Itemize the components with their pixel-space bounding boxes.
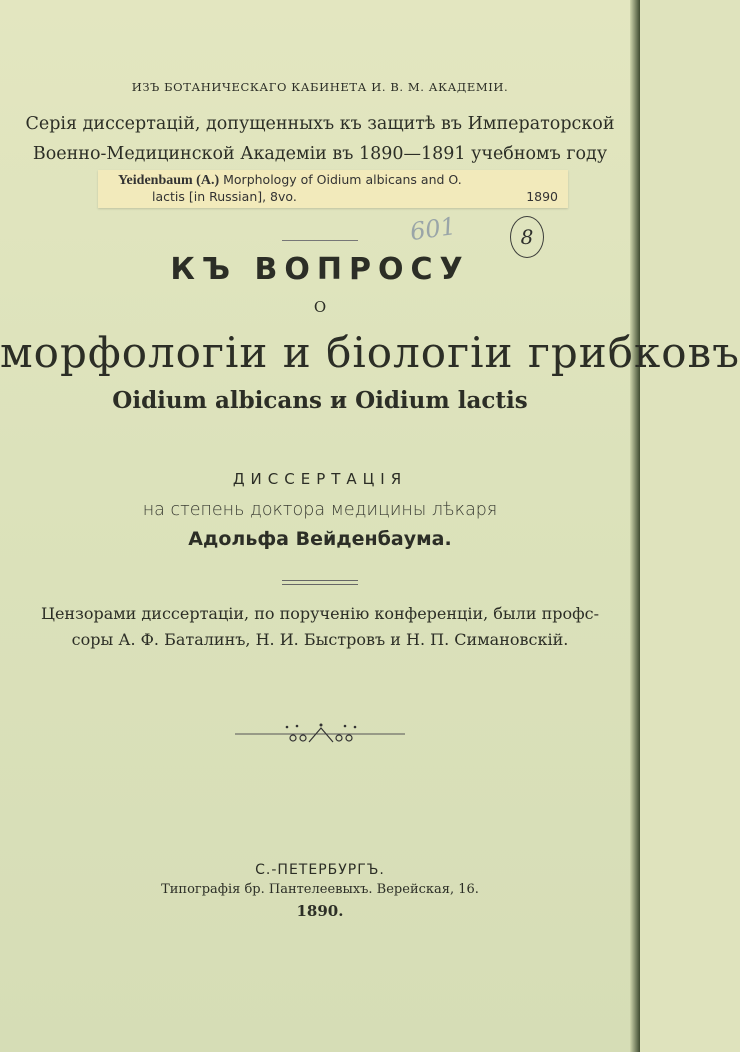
catalog-title-part-1: Morphology of Oidium albicans and O.	[223, 172, 462, 187]
institution-line: ИЗЪ БОТАНИЧЕСКАГО КАБИНЕТА И. В. М. АКАДЕМІИ.	[131, 80, 509, 94]
title-subject: морфологіи и біологіи грибковъ	[0, 328, 740, 377]
author-name: Адольфа Вейденбаума.	[188, 528, 452, 550]
catalog-label-line-1	[118, 172, 462, 189]
censors-line-2: соры А. Ф. Баталинъ, Н. И. Быстровъ и Н. П. Симановскій.	[71, 630, 569, 649]
imprint-year: 1890.	[296, 902, 344, 920]
short-rule	[282, 240, 358, 241]
dissertation-label: ДИССЕРТАЦІЯ	[232, 470, 408, 488]
pencil-note: 601	[408, 211, 458, 247]
title-preposition: О	[313, 298, 327, 316]
catalog-author: Yeidenbaum (A.)	[118, 173, 220, 188]
main-title: КЪ ВОПРОСУ	[170, 252, 470, 287]
imprint-city: С.-ПЕТЕРБУРГЪ.	[255, 862, 385, 878]
censors-line-1: Цензорами диссертаціи, по порученію конференціи, были профс-	[41, 604, 599, 623]
ornament-divider	[235, 722, 405, 752]
circled-number: 8	[510, 216, 544, 258]
catalog-year: 1890	[526, 189, 558, 204]
series-line-2: Военно-Медицинской Академіи въ 1890—1891 учебномъ году	[32, 144, 608, 164]
catalog-title-part-2: lactis [in Russian], 8vo.	[152, 189, 297, 204]
imprint-printer: Типографія бр. Пантелеевыхъ. Верейская, 16.	[161, 882, 479, 897]
degree-line: на степень доктора медицины лѣкаря	[142, 500, 498, 520]
title-species: Oidium albicans и Oidium lactis	[112, 387, 528, 414]
double-rule	[282, 580, 358, 585]
series-line-1: Серія диссертацій, допущенныхъ къ защитѣ въ Императорской	[25, 114, 615, 134]
catalog-label	[98, 170, 568, 208]
